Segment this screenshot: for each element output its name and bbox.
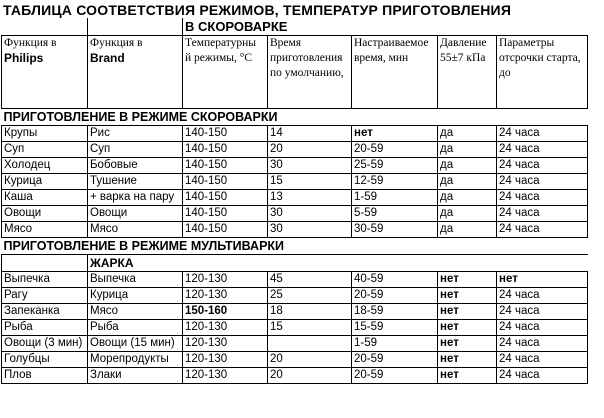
table-cell: Овощи [2, 206, 88, 222]
header-temp: Температурны й режимы, °C [183, 36, 268, 109]
table-subtitle: В СКОРОВАРКЕ [183, 18, 588, 36]
table-cell: нет [438, 288, 497, 304]
table-cell: 1-59 [352, 336, 438, 352]
header-adjustable: Настраиваемое время, мин [352, 36, 438, 109]
header-pressure: Давление 55±7 кПа [438, 36, 497, 109]
table-cell: Каша [2, 190, 88, 206]
table-cell: + варка на пару [88, 190, 183, 206]
table-cell: Запеканка [2, 304, 88, 320]
table-cell: 12-59 [352, 174, 438, 190]
table-cell: 24 часа [497, 304, 588, 320]
section-multi-title: ПРИГОТОВЛЕНИЕ В РЕЖИМЕ МУЛЬТИВАРКИ [2, 238, 588, 255]
table-title: ТАБЛИЦА СООТВЕТСТВИЯ РЕЖИМОВ, ТЕМПЕРАТУР ПРИГОТОВЛЕНИЯ [3, 2, 512, 18]
table-row [2, 352, 588, 368]
subsection-fry-title: ЖАРКА [88, 255, 588, 272]
table-cell: 24 часа [497, 222, 588, 238]
table-cell: Плов [2, 368, 88, 384]
table-row [2, 320, 588, 336]
table-cell: 120-130 [183, 336, 268, 352]
section-pressure-title: ПРИГОТОВЛЕНИЕ В РЕЖИМЕ СКОРОВАРКИ [2, 109, 588, 126]
table-row [2, 222, 588, 238]
table-cell: 140-150 [183, 222, 268, 238]
header-philips: Функция в Philips [2, 36, 88, 109]
table-cell: 13 [268, 190, 352, 206]
table-cell: нет [438, 368, 497, 384]
table-cell: Курица [88, 288, 183, 304]
table-cell: 120-130 [183, 320, 268, 336]
header-time: Время приготовления по умолчанию, [268, 36, 352, 109]
table-cell: 24 часа [497, 126, 588, 142]
table-cell: 25-59 [352, 158, 438, 174]
table-cell: 24 часа [497, 368, 588, 384]
multi-rows [2, 272, 588, 384]
table-cell: Холодец [2, 158, 88, 174]
table-cell: 30-59 [352, 222, 438, 238]
table-cell: Овощи (3 мин) [2, 336, 88, 352]
header-delay: Параметры отсрочки старта, до [497, 36, 588, 109]
table-cell: 1-59 [352, 190, 438, 206]
table-cell: да [438, 206, 497, 222]
table-cell: 5-59 [352, 206, 438, 222]
table-cell: 30 [268, 158, 352, 174]
table-cell: Тушение [88, 174, 183, 190]
table-row [2, 126, 588, 142]
table-cell: 24 часа [497, 288, 588, 304]
table-cell: 150-160 [183, 304, 268, 320]
table-cell: Мясо [2, 222, 88, 238]
table-cell: нет [497, 272, 588, 288]
table-cell: 120-130 [183, 368, 268, 384]
table-cell: 45 [268, 272, 352, 288]
table-row [2, 190, 588, 206]
section-multi-row [2, 238, 588, 255]
correspondence-table [1, 18, 588, 384]
table-cell: нет [438, 320, 497, 336]
table-cell: 24 часа [497, 320, 588, 336]
table-cell: да [438, 126, 497, 142]
table-cell: да [438, 222, 497, 238]
table-row [2, 158, 588, 174]
table-cell: 24 часа [497, 336, 588, 352]
table-cell: 15 [268, 174, 352, 190]
table-row [2, 304, 588, 320]
table-row [2, 272, 588, 288]
table-cell: 140-150 [183, 174, 268, 190]
table-cell: 140-150 [183, 126, 268, 142]
table-row [2, 142, 588, 158]
pressure-rows [2, 126, 588, 238]
table-cell: 20 [268, 142, 352, 158]
table-cell: да [438, 142, 497, 158]
table-cell: 18-59 [352, 304, 438, 320]
table-cell: 120-130 [183, 272, 268, 288]
header-brand: Функция в Brand [88, 36, 183, 109]
table-cell: Злаки [88, 368, 183, 384]
table-cell: нет [352, 126, 438, 142]
table-cell: 140-150 [183, 142, 268, 158]
table-row [2, 368, 588, 384]
table-cell: Бобовые [88, 158, 183, 174]
table-cell: нет [438, 336, 497, 352]
table-cell: 20 [268, 368, 352, 384]
table-cell: 40-59 [352, 272, 438, 288]
table-row [2, 206, 588, 222]
table-cell [268, 336, 352, 352]
table-cell: нет [438, 352, 497, 368]
table-cell: 15-59 [352, 320, 438, 336]
table-cell: 20-59 [352, 368, 438, 384]
table-cell: Выпечка [2, 272, 88, 288]
table-cell: 24 часа [497, 352, 588, 368]
table-cell: 140-150 [183, 158, 268, 174]
table-cell: Рыба [88, 320, 183, 336]
table-cell: 120-130 [183, 288, 268, 304]
table-cell: нет [438, 304, 497, 320]
table-cell: 24 часа [497, 190, 588, 206]
table-cell: 140-150 [183, 190, 268, 206]
table-cell: Суп [2, 142, 88, 158]
table-cell: 120-130 [183, 352, 268, 368]
table-row [2, 336, 588, 352]
table-row [2, 174, 588, 190]
header-row [2, 36, 588, 109]
table-cell: 20-59 [352, 352, 438, 368]
table-cell: 20 [268, 352, 352, 368]
table-cell: Курица [2, 174, 88, 190]
table-cell: 30 [268, 222, 352, 238]
table-cell: да [438, 190, 497, 206]
table-cell: Рагу [2, 288, 88, 304]
table-cell: Мясо [88, 222, 183, 238]
table-cell: 30 [268, 206, 352, 222]
table-cell: Овощи (15 мин) [88, 336, 183, 352]
table-cell: 15 [268, 320, 352, 336]
table-cell: да [438, 158, 497, 174]
table-cell: 24 часа [497, 158, 588, 174]
table-cell: Голубцы [2, 352, 88, 368]
table-cell: 24 часа [497, 142, 588, 158]
table-cell: Суп [88, 142, 183, 158]
title-row [2, 18, 588, 36]
table-cell: Крупы [2, 126, 88, 142]
table-cell: Рис [88, 126, 183, 142]
table-cell: 24 часа [497, 206, 588, 222]
table-cell: Морепродукты [88, 352, 183, 368]
table-cell: 140-150 [183, 206, 268, 222]
table-cell: 24 часа [497, 174, 588, 190]
table-cell: да [438, 174, 497, 190]
table-cell: 14 [268, 126, 352, 142]
table-cell: Выпечка [88, 272, 183, 288]
table-cell: Мясо [88, 304, 183, 320]
table-cell: Рыба [2, 320, 88, 336]
table-cell: 20-59 [352, 142, 438, 158]
subsection-row [2, 255, 588, 272]
table-row [2, 288, 588, 304]
table-cell: Овощи [88, 206, 183, 222]
table-cell: нет [438, 272, 497, 288]
section-pressure-row [2, 109, 588, 126]
table-cell: 20-59 [352, 288, 438, 304]
table-cell: 18 [268, 304, 352, 320]
table-cell: 25 [268, 288, 352, 304]
